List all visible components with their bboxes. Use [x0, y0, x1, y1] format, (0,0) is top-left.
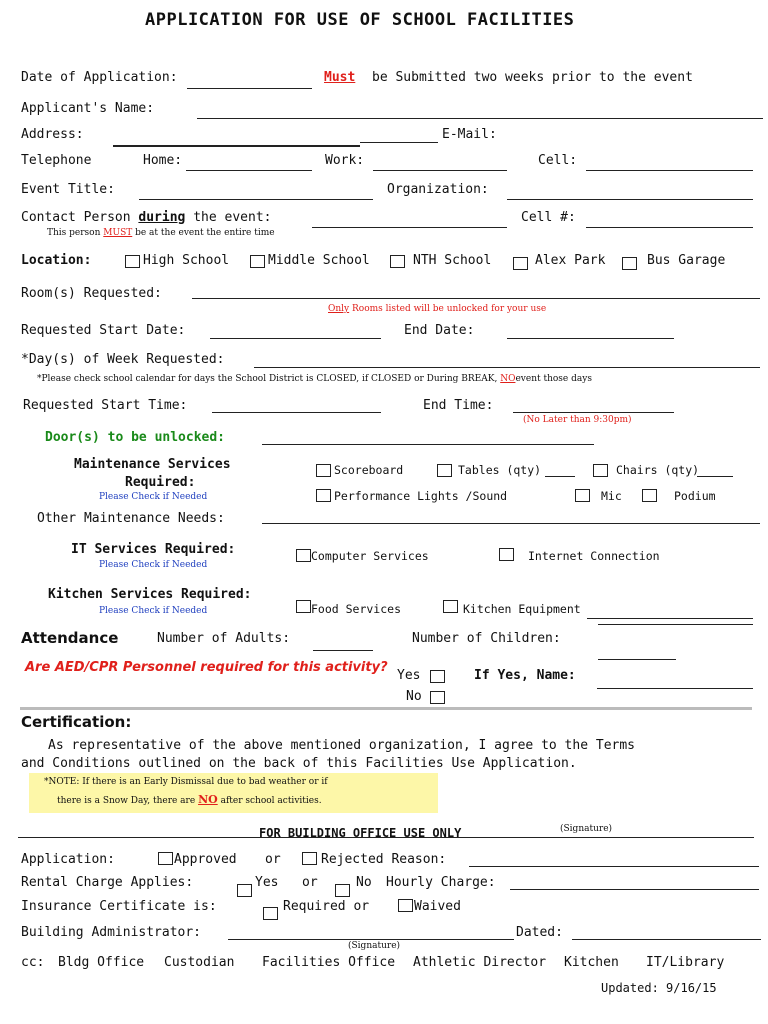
- location-middle-school-checkbox[interactable]: [250, 255, 265, 268]
- cc-label: cc:: [21, 955, 45, 970]
- days-requested-field[interactable]: [254, 367, 760, 368]
- section-divider: [20, 707, 752, 710]
- person-note: [47, 228, 275, 238]
- kitchen-check-note: Please Check if Needed: [99, 606, 208, 616]
- location-high-school-checkbox[interactable]: [125, 255, 140, 268]
- hourly-charge-label: Hourly Charge:: [386, 875, 496, 890]
- chairs-label: Chairs (qty): [616, 463, 700, 477]
- certification-text-1: As representative of the above mentioned organization, I agree to the Terms: [48, 738, 635, 753]
- organization-label: Organization:: [387, 182, 489, 197]
- certification-text-2: and Conditions outlined on the back of this Facilities Use Application.: [21, 756, 577, 771]
- event-title-field[interactable]: [139, 199, 373, 200]
- tables-checkbox[interactable]: [437, 464, 452, 477]
- cc-bldg-office: Bldg Office: [58, 955, 145, 970]
- updated-date: Updated: 9/16/15: [601, 981, 717, 995]
- cc-it-library: IT/Library: [646, 955, 725, 970]
- rooms-requested-label: Room(s) Requested:: [21, 286, 162, 301]
- office-use-heading: FOR BUILDING OFFICE USE ONLY: [259, 826, 462, 840]
- person-note-text-b: be at the event the entire time: [135, 228, 275, 238]
- calendar-note: [37, 374, 592, 384]
- signature-caption: (Signature): [560, 824, 613, 834]
- contact-person-during: during: [138, 210, 186, 225]
- start-date-field[interactable]: [210, 338, 381, 339]
- scoreboard-label: Scoreboard: [334, 463, 404, 477]
- doors-field[interactable]: [262, 444, 594, 445]
- address-label: Address:: [21, 127, 84, 142]
- person-note-text-a: This person: [47, 228, 101, 238]
- person-note-must: MUST: [103, 228, 133, 238]
- rooms-note: [328, 304, 546, 314]
- location-label: Location:: [21, 253, 92, 268]
- mic-label: Mic: [601, 489, 622, 503]
- must-rest-text: be Submitted two weeks prior to the event: [372, 70, 693, 85]
- rental-yes-checkbox[interactable]: [237, 884, 252, 897]
- aed-no-label: No: [406, 689, 422, 704]
- insurance-label: Insurance Certificate is:: [21, 899, 217, 914]
- contact-person-field[interactable]: [312, 227, 507, 228]
- children-field-top[interactable]: [598, 624, 753, 625]
- location-alex-park-checkbox[interactable]: [513, 257, 528, 270]
- doors-label: Door(s) to be unlocked:: [45, 430, 226, 445]
- dated-label: Dated:: [516, 925, 563, 940]
- rental-yes-label: Yes: [255, 875, 279, 890]
- rooms-note-only: Only: [328, 304, 350, 314]
- scoreboard-checkbox[interactable]: [316, 464, 331, 477]
- adults-label: Number of Adults:: [157, 631, 291, 646]
- end-date-field[interactable]: [507, 338, 674, 339]
- location-nth-school-label: NTH School: [413, 253, 492, 268]
- location-high-school-label: High School: [143, 253, 230, 268]
- attendance-label: Attendance: [21, 629, 119, 647]
- kitchen-equipment-label: Kitchen Equipment: [463, 602, 581, 616]
- children-field[interactable]: [598, 659, 676, 660]
- other-maintenance-field[interactable]: [262, 523, 760, 524]
- aed-name-field[interactable]: [597, 688, 753, 689]
- contact-person-event: the event:: [193, 210, 272, 225]
- snow-day-note-text-a: there is a Snow Day, there are: [57, 796, 196, 806]
- telephone-label: Telephone: [21, 153, 92, 168]
- cc-athletic-director: Athletic Director: [413, 955, 547, 970]
- certification-label: Certification:: [21, 713, 132, 731]
- maintenance-label-2: Required:: [125, 475, 196, 490]
- home-label: Home:: [143, 153, 183, 168]
- date-of-application-field[interactable]: [187, 88, 312, 89]
- performance-lights-label: Performance Lights /Sound: [334, 489, 508, 503]
- calendar-note-text-a: *Please check school calendar for days the School District is CLOSED, if CLOSED or During BREAK,: [37, 374, 498, 384]
- internet-connection-label: Internet Connection: [528, 549, 660, 563]
- kitchen-equipment-field[interactable]: [587, 618, 753, 619]
- performance-lights-checkbox[interactable]: [316, 489, 331, 502]
- insurance-required-checkbox[interactable]: [263, 907, 278, 920]
- computer-services-checkbox[interactable]: [296, 549, 311, 562]
- chairs-checkbox[interactable]: [593, 464, 608, 477]
- form-title: APPLICATION FOR USE OF SCHOOL FACILITIES: [145, 10, 575, 30]
- rooms-note-text: Rooms listed will be unlocked for your use: [352, 304, 547, 314]
- insurance-waived-label: Waived: [414, 899, 461, 914]
- email-label: E-Mail:: [442, 127, 497, 142]
- end-time-label: End Time:: [423, 398, 494, 413]
- aed-yes-label: Yes: [397, 668, 421, 683]
- rental-or-label: or: [302, 875, 318, 890]
- rental-charge-label: Rental Charge Applies:: [21, 875, 194, 890]
- aed-no-checkbox[interactable]: [430, 691, 445, 704]
- applicant-name-field[interactable]: [197, 118, 763, 119]
- event-title-label: Event Title:: [21, 182, 115, 197]
- no-later-note: (No Later than 9:30pm): [523, 415, 632, 425]
- work-label: Work:: [325, 153, 365, 168]
- kitchen-equipment-checkbox[interactable]: [443, 600, 458, 613]
- cc-facilities-office: Facilities Office: [262, 955, 396, 970]
- rejected-reason-field[interactable]: [469, 866, 759, 867]
- location-bus-garage-checkbox[interactable]: [622, 257, 637, 270]
- mic-checkbox[interactable]: [575, 489, 590, 502]
- podium-checkbox[interactable]: [642, 489, 657, 502]
- applicant-name-label: Applicant's Name:: [21, 101, 155, 116]
- rejected-reason-label: Rejected Reason:: [321, 852, 447, 867]
- food-services-checkbox[interactable]: [296, 600, 311, 613]
- snow-day-note-1: *NOTE: If there is an Early Dismissal due to bad weather or if: [44, 777, 328, 787]
- maintenance-check-note: Please Check if Needed: [99, 492, 208, 502]
- tables-qty-field[interactable]: [545, 476, 575, 477]
- address-field-extension[interactable]: [360, 142, 438, 143]
- building-admin-label: Building Administrator:: [21, 925, 202, 940]
- admin-signature-caption: (Signature): [348, 941, 401, 951]
- maintenance-label-1: Maintenance Services: [74, 457, 231, 472]
- insurance-waived-checkbox[interactable]: [398, 899, 413, 912]
- adults-field[interactable]: [313, 650, 373, 651]
- chairs-qty-field[interactable]: [697, 476, 733, 477]
- contact-person-text: Contact Person: [21, 210, 131, 225]
- cell-label: Cell:: [538, 153, 578, 168]
- location-nth-school-checkbox[interactable]: [390, 255, 405, 268]
- calendar-note-no: NO: [500, 374, 516, 384]
- snow-day-note-text-b: after school activities.: [220, 796, 322, 806]
- contact-person-label: [21, 210, 271, 225]
- computer-services-label: Computer Services: [311, 549, 429, 563]
- work-phone-field[interactable]: [373, 170, 507, 171]
- snow-day-note-no: NO: [198, 793, 218, 806]
- date-of-application-label: Date of Application:: [21, 70, 178, 85]
- end-time-field[interactable]: [513, 412, 674, 413]
- rental-no-label: No: [356, 875, 372, 890]
- application-label: Application:: [21, 852, 115, 867]
- location-alex-park-label: Alex Park: [535, 253, 606, 268]
- kitchen-services-label: Kitchen Services Required:: [48, 587, 252, 602]
- tables-label: Tables (qty): [458, 463, 542, 477]
- end-date-label: End Date:: [404, 323, 475, 338]
- start-time-label: Requested Start Time:: [23, 398, 188, 413]
- insurance-required-label: Required or: [283, 899, 370, 914]
- cc-custodian: Custodian: [164, 955, 235, 970]
- other-maintenance-label: Other Maintenance Needs:: [37, 511, 225, 526]
- location-bus-garage-label: Bus Garage: [647, 253, 726, 268]
- application-or-label: or: [265, 852, 281, 867]
- start-time-field[interactable]: [212, 412, 381, 413]
- rooms-requested-field[interactable]: [192, 298, 760, 299]
- approved-label: Approved: [174, 852, 237, 867]
- internet-connection-checkbox[interactable]: [499, 548, 514, 561]
- home-phone-field[interactable]: [186, 170, 312, 171]
- hourly-charge-field[interactable]: [510, 889, 759, 890]
- calendar-note-text-b: event those days: [515, 374, 592, 384]
- cell-phone-field[interactable]: [586, 170, 753, 171]
- building-admin-field[interactable]: [228, 939, 514, 940]
- food-services-label: Food Services: [311, 602, 402, 616]
- approved-checkbox[interactable]: [158, 852, 173, 865]
- start-date-label: Requested Start Date:: [21, 323, 186, 338]
- if-yes-name-label: If Yes, Name:: [474, 668, 576, 683]
- address-field[interactable]: [113, 145, 360, 147]
- must-text: Must: [324, 70, 356, 85]
- dated-field[interactable]: [572, 939, 761, 940]
- location-middle-school-label: Middle School: [268, 253, 370, 268]
- contact-cell-label: Cell #:: [521, 210, 576, 225]
- rental-no-checkbox[interactable]: [335, 884, 350, 897]
- organization-field[interactable]: [507, 199, 753, 200]
- it-check-note: Please Check if Needed: [99, 560, 208, 570]
- children-label: Number of Children:: [412, 631, 561, 646]
- snow-day-note-2: [57, 793, 322, 806]
- it-services-label: IT Services Required:: [71, 542, 236, 557]
- days-requested-label: *Day(s) of Week Requested:: [21, 352, 225, 367]
- aed-question: Are AED/CPR Personnel required for this activity?: [25, 660, 388, 675]
- rejected-checkbox[interactable]: [302, 852, 317, 865]
- cc-kitchen: Kitchen: [564, 955, 619, 970]
- podium-label: Podium: [674, 489, 716, 503]
- aed-yes-checkbox[interactable]: [430, 670, 445, 683]
- contact-cell-field[interactable]: [586, 227, 753, 228]
